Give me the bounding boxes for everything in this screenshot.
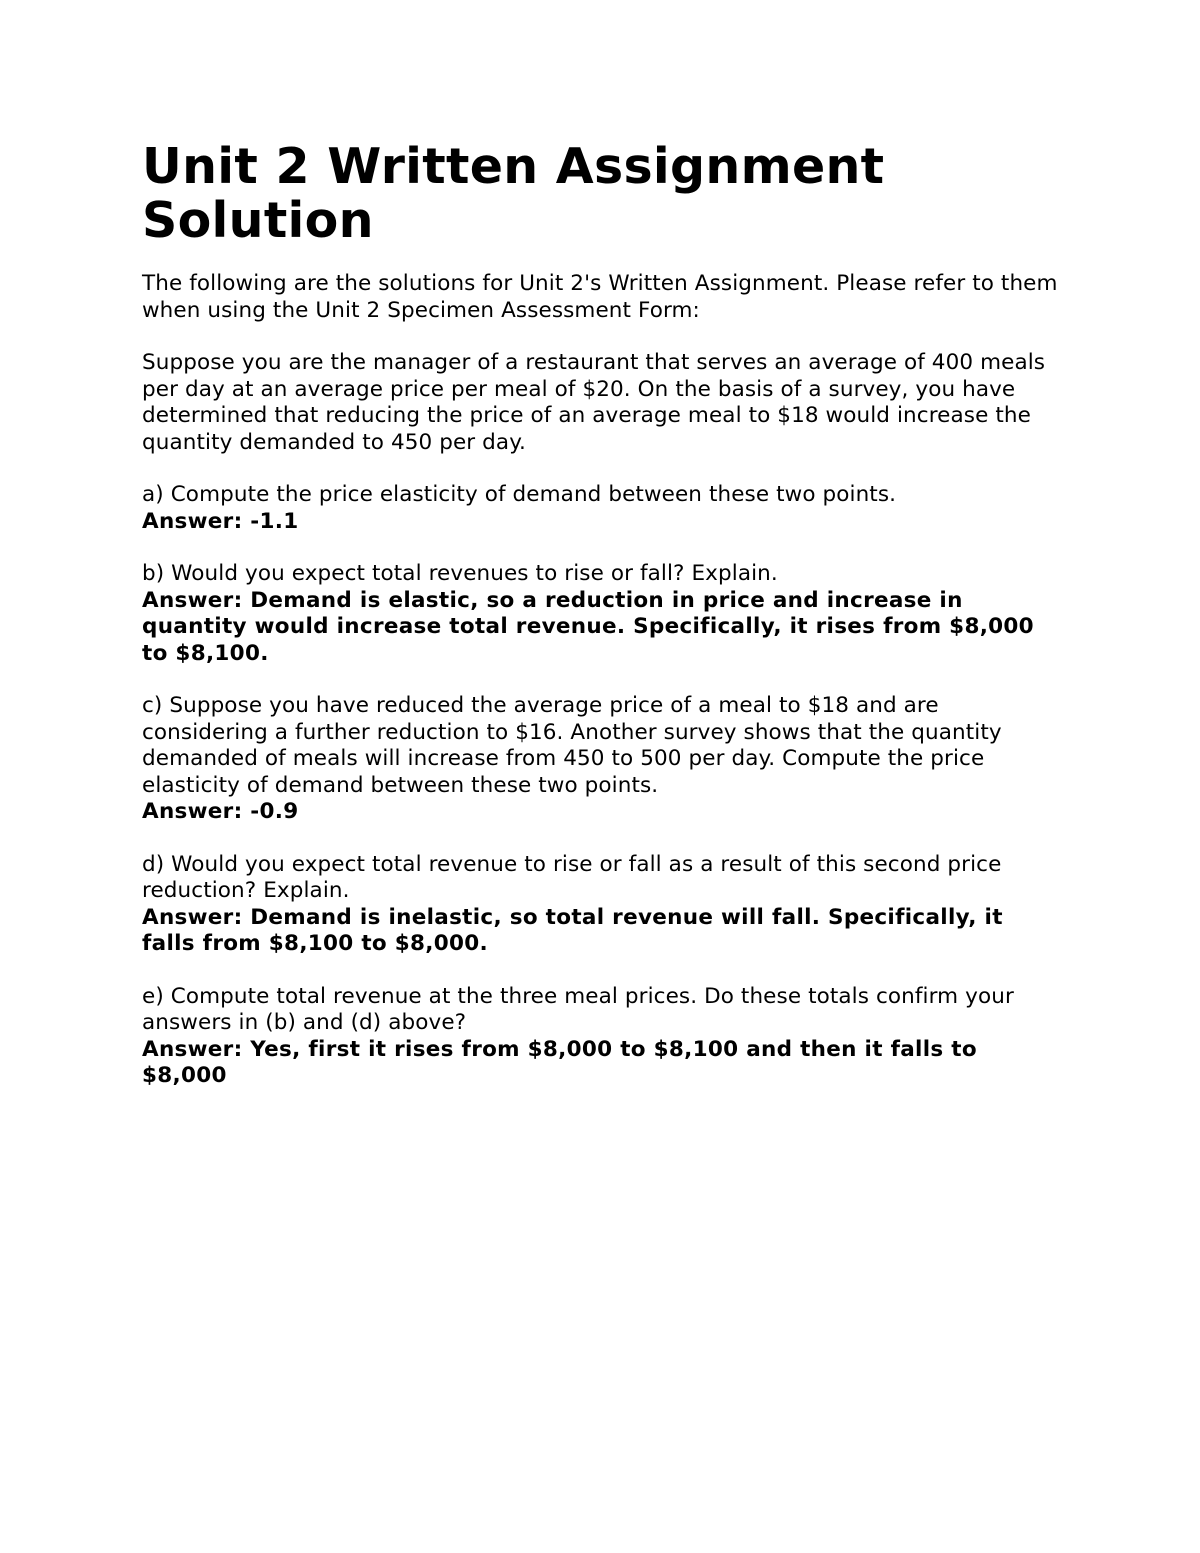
- question-text: c) Suppose you have reduced the average price of a meal to $18 and are considering a further reduction to $16. Another survey shows that the quantity demanded of meals will increase from 450 to 500 per day. Compute the price elasticity of demand between these two points.: [142, 693, 1002, 798]
- question-block-b: [142, 561, 1062, 667]
- answer-text: Answer: Yes, first it rises from $8,000 to $8,100 and then it falls to $8,000: [142, 1036, 977, 1088]
- question-text: d) Would you expect total revenue to rise or fall as a result of this second price reduction? Explain.: [142, 851, 1002, 903]
- scenario-paragraph: Suppose you are the manager of a restaurant that serves an average of 400 meals per day at an average price per meal of $20. On the basis of a survey, you have determined that reducing the price of an average meal to $18 would increase the quantity demanded to 450 per day.: [142, 350, 1046, 455]
- question-text: b) Would you expect total revenues to rise or fall? Explain.: [142, 561, 778, 586]
- question-block-e: [142, 984, 1062, 1090]
- question-block-d: [142, 852, 1062, 958]
- document-body: [142, 140, 1062, 1116]
- answer-text: Answer: -1.1: [142, 508, 299, 534]
- intro-paragraph: The following are the solutions for Unit 2's Written Assignment. Please refer to them when using the Unit 2 Specimen Assessment Form:: [142, 271, 1058, 323]
- page-title: Unit 2 Written Assignment Solution: [142, 138, 885, 249]
- answer-text: Answer: -0.9: [142, 799, 299, 824]
- question-text: e) Compute total revenue at the three meal prices. Do these totals confirm your answers in (b) and (d) above?: [142, 983, 1014, 1035]
- question-block-c: [142, 693, 1062, 826]
- answer-text: Answer: Demand is elastic, so a reduction in price and increase in quantity would increase total revenue. Specifically, it rises from $8,000 to $8,100.: [142, 587, 1034, 666]
- question-block-a: [142, 482, 1062, 535]
- question-text: a) Compute the price elasticity of demand between these two points.: [142, 482, 897, 507]
- answer-text: Answer: Demand is inelastic, so total revenue will fall. Specifically, it falls from $8,100 to $8,000.: [142, 904, 1003, 956]
